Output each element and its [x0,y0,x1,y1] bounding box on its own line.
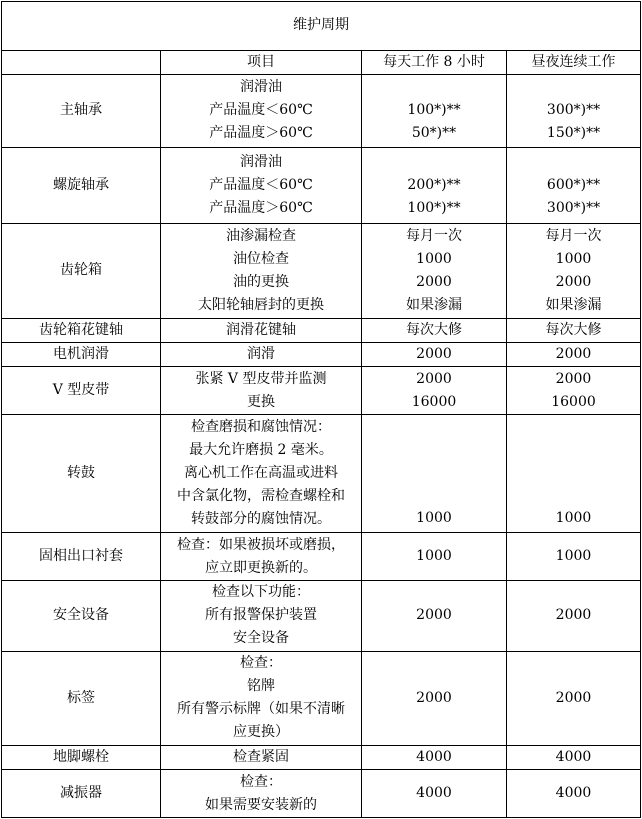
row-8h-cell-line: 200*)** [407,176,461,193]
row-24h-cell-line: 2000 [555,370,592,387]
row-8h-cell-line: 4000 [416,749,452,766]
row-items-cell-line: 产品温度＜60℃ [209,102,313,119]
row-items-cell [161,581,362,652]
table-row [2,318,641,342]
row-24h-cell-line: 如果渗漏 [545,296,602,313]
row-items-cell [161,415,362,533]
row-8h-cell-line: 2000 [416,273,452,290]
row-24h-cell [507,223,641,318]
row-8h-cell-line: 每次大修 [406,322,462,338]
row-24h-cell [507,367,641,415]
row-items-cell-line: 转鼓部分的腐蚀情况。 [191,511,331,528]
row-items-cell-line: 中含氯化物，需检查螺栓和 [177,488,345,505]
row-8h-cell-line: 2000 [416,689,452,706]
row-24h-cell-line: 4000 [555,785,592,802]
row-items-cell-line: 所有报警保护装置 [205,607,317,624]
row-items-cell [161,367,362,415]
row-items-cell-line: 安全设备 [233,630,289,647]
row-8h-cell [362,533,507,581]
row-name-cell-line: 齿轮箱 [60,262,102,279]
row-items-cell-line: 检查紧固 [233,749,289,766]
row-24h-cell-line: 2000 [555,689,592,706]
row-8h-cell-line: 16000 [411,393,457,410]
row-items-cell-line: 油渗漏检查 [226,227,296,244]
row-8h-cell-line: 100*)** [407,199,461,216]
row-items-cell [161,651,362,745]
row-items-cell-line: 离心机工作在高温或进料 [184,465,338,482]
row-items-cell-line: 润滑 [247,346,275,363]
row-8h-cell-line: 50*)** [411,125,457,142]
table-row [2,223,641,318]
row-8h-cell [362,343,507,367]
row-8h-cell-line: 每月一次 [406,227,462,244]
table-row [2,651,641,745]
row-items-cell-line: 检查：如果被损坏或磨损， [177,536,345,553]
row-items-cell-line: 检查以下功能： [212,584,310,601]
row-24h-cell-line: 4000 [555,749,592,766]
row-items-cell [161,770,362,818]
row-24h-cell-line [511,151,636,174]
row-name-cell [2,318,161,342]
row-name-cell [2,415,161,533]
row-8h-cell [362,367,507,415]
maintenance-table [1,1,641,818]
row-items-cell-line: 铭牌 [247,678,275,695]
row-8h-cell-line: 2000 [416,370,452,387]
table-row [2,147,641,223]
row-8h-cell [362,147,507,223]
row-name-cell-line: 齿轮箱花键轴 [39,322,123,338]
row-24h-cell [507,770,641,818]
row-24h-cell-line: 150*)** [546,125,601,142]
row-name-cell [2,651,161,745]
row-items-cell [161,746,362,770]
row-8h-cell [362,746,507,770]
row-name-cell-line: 主轴承 [60,102,102,119]
row-name-cell-line: 地脚螺栓 [53,749,109,766]
header-8h: 每天工作 8 小时 [362,50,507,74]
row-24h-cell-line: 300*)** [546,102,601,119]
row-8h-cell-line: 1000 [416,548,452,565]
row-items-cell-line: 最大允许磨损 2 毫米。 [189,442,333,459]
row-8h-cell [362,581,507,652]
table-row [2,415,641,533]
row-24h-cell [507,581,641,652]
row-24h-cell-line: 1000 [555,510,592,527]
row-name-cell-line: 螺旋轴承 [53,176,109,193]
table-row [2,74,641,147]
row-items-cell-line: 润滑油 [240,79,282,96]
row-24h-cell-line: 2000 [555,273,592,290]
row-items-cell-line: 更换 [247,393,275,410]
row-8h-cell-line: 1000 [416,510,452,527]
row-24h-cell-line: 1000 [555,548,592,565]
table-row [2,533,641,581]
row-items-cell [161,533,362,581]
row-24h-cell-line: 每月一次 [545,227,602,244]
row-8h-cell-line: 100*)** [407,102,461,119]
row-items-cell [161,343,362,367]
row-8h-cell [362,415,507,533]
row-name-cell [2,581,161,652]
table-row [2,581,641,652]
row-8h-cell-line: 2000 [416,346,452,363]
row-items-cell-line: 检查： [240,655,282,672]
row-items-cell-line: 产品温度＞60℃ [209,199,313,216]
row-8h-cell-line: 4000 [416,785,452,802]
table-row [2,343,641,367]
header-item: 项目 [161,50,362,74]
row-8h-cell [362,770,507,818]
row-name-cell [2,223,161,318]
row-24h-cell [507,343,641,367]
row-name-cell-line: 减振器 [60,785,102,802]
row-8h-cell [362,651,507,745]
row-items-cell [161,74,362,147]
row-24h-cell [507,533,641,581]
row-name-cell-line: 电机润滑 [53,346,109,363]
row-name-cell-line: V 型皮带 [52,382,110,399]
row-items-cell-line: 检查磨损和腐蚀情况： [191,419,331,436]
row-name-cell [2,343,161,367]
row-24h-cell [507,415,641,533]
row-name-cell [2,770,161,818]
row-24h-cell-line: 每次大修 [545,322,602,338]
row-name-cell [2,74,161,147]
row-items-cell [161,147,362,223]
row-items-cell-line: 应更换） [233,724,289,741]
row-items-cell [161,318,362,342]
row-items-cell-line: 张紧 V 型皮带并监测 [195,370,327,387]
row-items-cell-line: 如果需要安装新的 [205,796,317,813]
row-name-cell-line: 安全设备 [53,607,109,624]
row-8h-cell-line [366,76,502,99]
table-row [2,770,641,818]
row-24h-cell-line: 16000 [551,393,596,410]
row-items-cell-line: 产品温度＞60℃ [209,125,313,142]
row-items-cell-line: 太阳轮轴唇封的更换 [198,296,324,313]
row-24h-cell [507,147,641,223]
row-items-cell-line: 油的更换 [233,273,289,290]
row-name-cell [2,746,161,770]
row-name-cell [2,367,161,415]
row-24h-cell-line: 600*)** [546,176,601,193]
row-24h-cell-line: 300*)** [546,199,601,216]
row-items-cell-line: 润滑油 [240,153,282,170]
row-name-cell [2,533,161,581]
row-24h-cell-line [511,76,636,99]
header-24h: 昼夜连续工作 [507,50,641,74]
header-blank-cell [2,50,161,74]
row-24h-cell [507,746,641,770]
row-8h-cell [362,318,507,342]
row-items-cell [161,223,362,318]
row-items-cell-line: 应立即更换新的。 [205,559,317,576]
row-24h-cell [507,651,641,745]
row-items-cell-line: 油位检查 [233,250,289,267]
row-8h-cell-line: 1000 [416,250,452,267]
row-items-cell-line: 润滑花键轴 [226,322,296,338]
row-name-cell-line: 固相出口衬套 [39,548,123,565]
table-row [2,746,641,770]
row-24h-cell-line: 2000 [555,346,592,363]
row-24h-cell-line: 1000 [555,250,592,267]
row-items-cell-line: 检查： [240,773,282,790]
row-items-cell-line: 产品温度＜60℃ [209,176,313,193]
row-items-cell-line: 所有警示标牌（如果不清晰 [177,701,345,718]
row-8h-cell [362,74,507,147]
title-row [2,2,641,51]
row-name-cell-line: 转鼓 [67,465,95,482]
row-8h-cell-line: 2000 [416,607,452,624]
row-8h-cell-line: 如果渗漏 [406,296,462,313]
row-24h-cell [507,318,641,342]
table-title: 维护周期 [2,2,641,51]
row-name-cell-line: 标签 [67,689,95,706]
table-row [2,367,641,415]
header-row [2,50,641,74]
row-name-cell [2,147,161,223]
row-24h-cell [507,74,641,147]
row-8h-cell [362,223,507,318]
row-8h-cell-line [366,151,502,174]
row-24h-cell-line: 2000 [555,607,592,624]
